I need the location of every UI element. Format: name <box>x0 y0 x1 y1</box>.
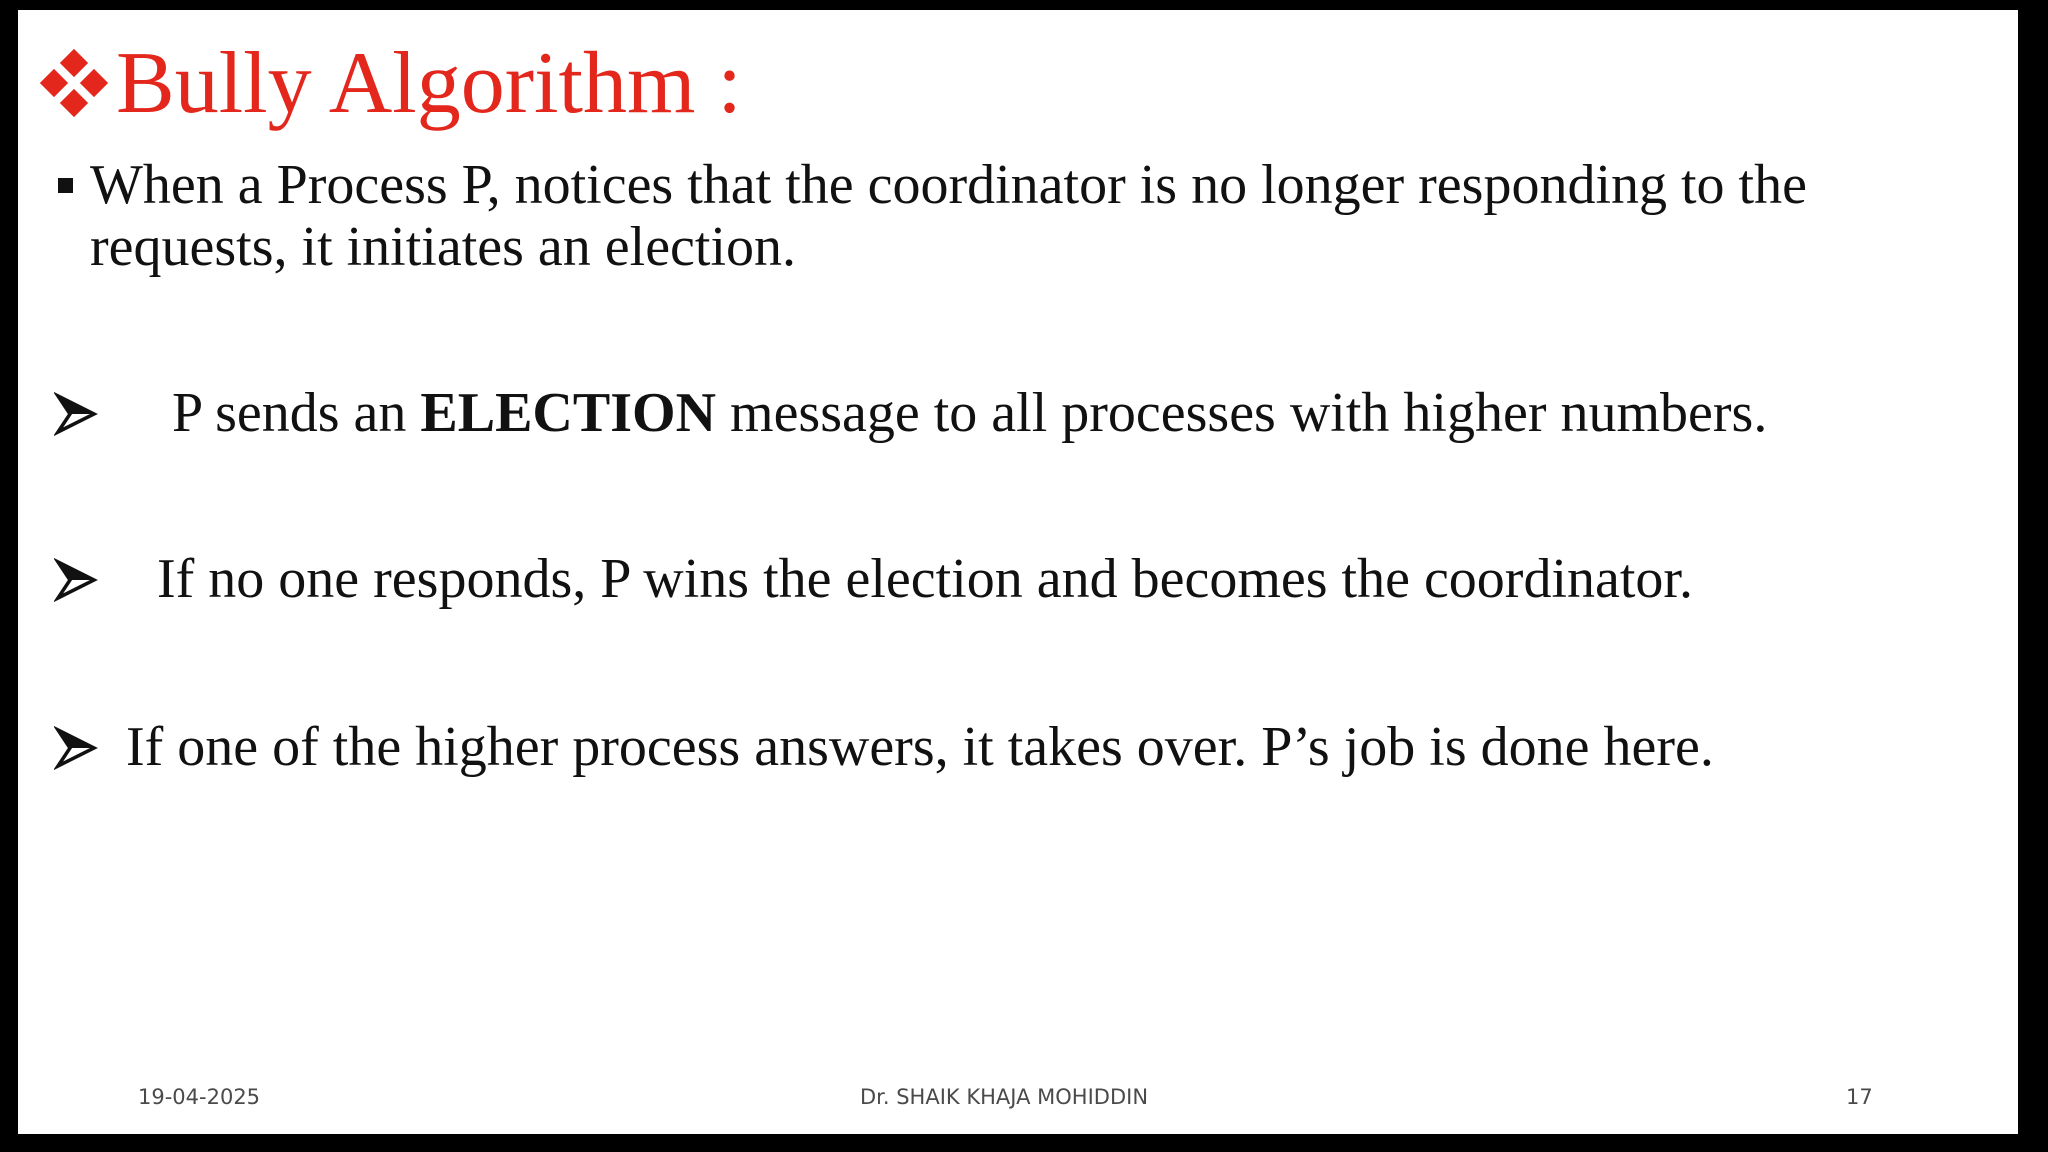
footer-author: Dr. SHAIK KHAJA MOHIDDIN <box>860 1085 1149 1109</box>
point-text-after: message to all processes with higher numbers. <box>716 382 1768 444</box>
four-diamond-icon <box>40 49 108 117</box>
footer-page-number: 17 <box>1846 1085 1873 1109</box>
point-text-before: P sends an <box>172 382 421 444</box>
slide-title-text: Bully Algorithm : <box>116 34 742 132</box>
point-text: If one of the higher process answers, it takes over. P’s job is done here. <box>126 716 1714 778</box>
point-election-message <box>38 382 1998 452</box>
footer-date: 19-04-2025 <box>138 1085 261 1109</box>
arrowhead-bullet-icon <box>54 558 98 602</box>
arrowhead-bullet-icon <box>54 726 98 770</box>
point-text: If no one responds, P wins the election and becomes the coordinator. <box>157 548 1693 610</box>
intro-text: When a Process P, notices that the coordinator is no longer responding to the requests, it initiates an election. <box>90 154 1807 278</box>
slide-title <box>40 28 742 138</box>
arrowhead-bullet-icon <box>54 392 98 436</box>
point-no-response <box>38 548 1998 618</box>
point-text <box>172 382 1767 444</box>
square-bullet-icon <box>58 178 73 193</box>
slide <box>18 10 2018 1134</box>
point-higher-answers <box>38 716 1998 786</box>
election-keyword: ELECTION <box>420 382 717 444</box>
